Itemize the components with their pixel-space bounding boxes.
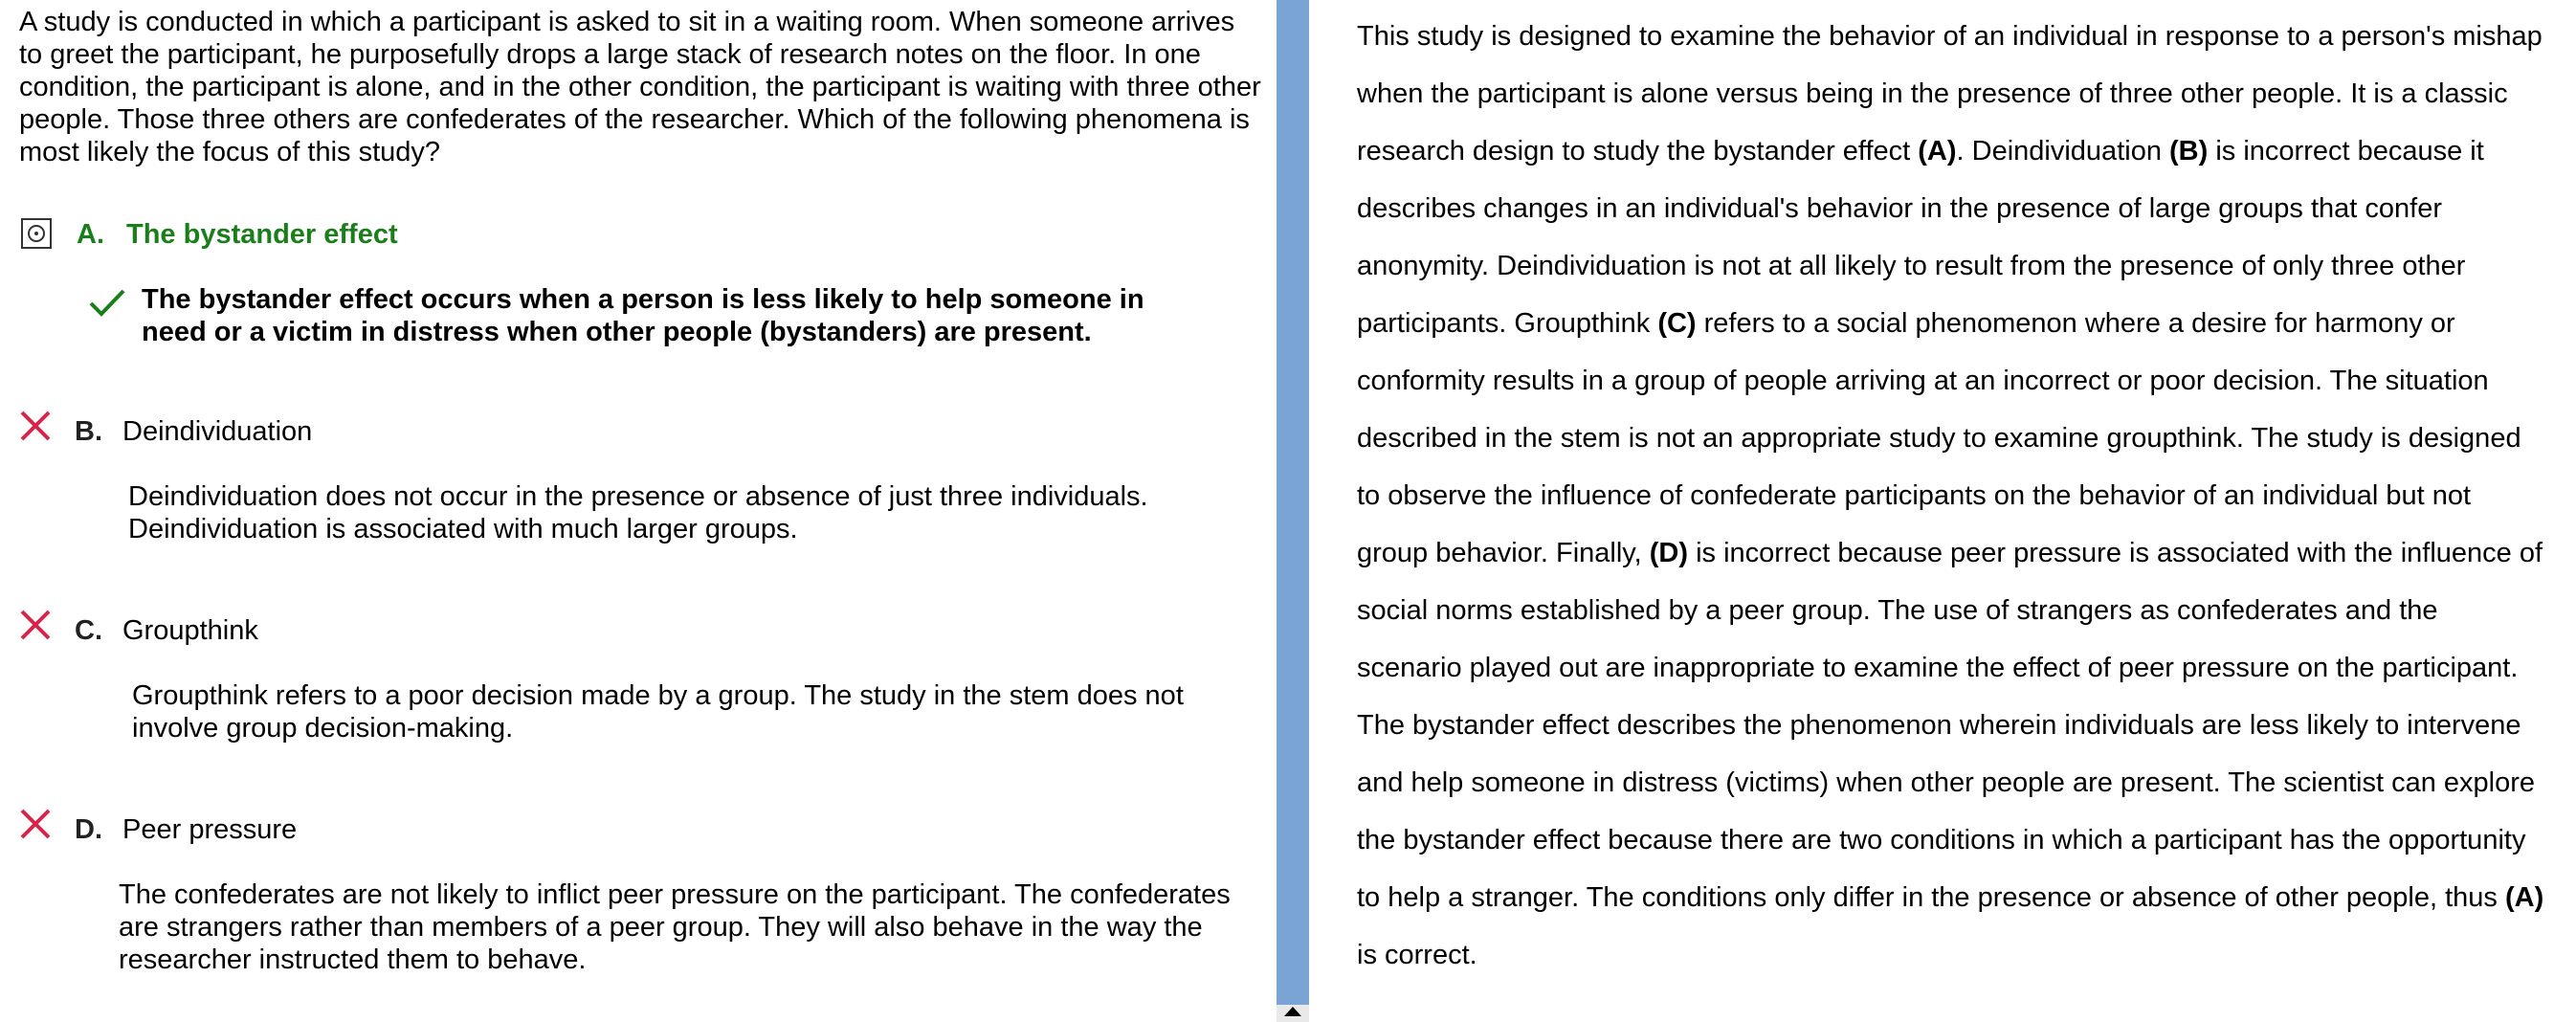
choice-letter: D.: [75, 814, 102, 845]
answer-ref-d: (D): [1649, 538, 1689, 568]
choice-label: Peer pressure: [122, 814, 298, 845]
answer-ref-c: (C): [1657, 308, 1697, 339]
radio-selected-icon[interactable]: [21, 218, 52, 249]
explanation-segment: . Deindividuation: [1956, 136, 2170, 167]
explanation-segment: is incorrect because peer pressure is associated with the influence of social norms established by a peer group. The use of strangers as confederates and the scenario played out are inappropriate to examine the effect of peer pressure on the participant. The bystander effect describes the phenomenon wherein individuals are less likely to intervene and help someone in distress (victims) when other people are present. The scientist can explore the bystander effect because there are two conditions in which a participant has the opportunity to help a stranger. The conditions only differ in the presence or absence of other people, thus: [1357, 538, 2543, 913]
explanation-segment: refers to a social phenomenon where a desire for harmony or conformity results in a group of people arriving at an incorrect or poor decision. The situation described in the stem is not an appropriate study to examine groupthink. The study is designed to observe the influence of confederate participants on the behavior of an individual but not group behavior. Finally,: [1357, 308, 2521, 568]
choice-b[interactable]: [0, 410, 1273, 457]
checkmark-icon: [88, 287, 126, 318]
answer-ref-a: (A): [2505, 882, 2544, 913]
choice-label: Deindividuation: [122, 416, 313, 447]
choice-d[interactable]: [0, 808, 1273, 855]
choice-label: Groupthink: [122, 615, 258, 646]
explanation-text: [1357, 8, 2548, 984]
choice-c[interactable]: [0, 609, 1273, 656]
answer-ref-a: (A): [1918, 136, 1957, 167]
explanation-segment: is incorrect because it describes changes in an individual's behavior in the presence of large groups that confer anonymity. Deindividuation is not at all likely to result from the presence of only three other participants. Groupthink: [1357, 136, 2484, 339]
choice-label: The bystander effect: [126, 219, 398, 250]
choice-letter: B.: [75, 416, 102, 447]
scroll-up-arrow-icon[interactable]: [1284, 1007, 1301, 1016]
choice-explanation: Deindividuation does not occur in the presence or absence of just three individuals. Deindividuation is associated with much larger groups.: [128, 481, 1148, 544]
x-icon: [19, 609, 52, 641]
choice-explanation: The bystander effect occurs when a person is less likely to help someone in need or a victim in distress when other people (bystanders) are present.: [142, 284, 1144, 347]
scrollbar-thumb[interactable]: [1277, 0, 1309, 1005]
choice-a[interactable]: [0, 212, 1273, 289]
explanation-segment: This study is designed to examine the behavior of an individual in response to a person's mishap when the participant is alone versus being in the presence of three other people. It is a classic research design to study the bystander effect: [1357, 21, 2543, 167]
choice-letter: C.: [75, 615, 102, 646]
choice-explanation: The confederates are not likely to inflict peer pressure on the participant. The confederates are strangers rather than members of a peer group. They will also behave in the way the researcher instructed them to behave.: [119, 879, 1231, 975]
choice-explanation: Groupthink refers to a poor decision made by a group. The study in the stem does not involve group decision-making.: [132, 680, 1184, 744]
x-icon: [19, 410, 52, 442]
choice-letter: A.: [77, 219, 104, 250]
answer-ref-b: (B): [2169, 136, 2209, 167]
x-icon: [19, 808, 52, 840]
explanation-panel: [1357, 0, 2553, 1022]
question-panel: [0, 0, 1273, 1022]
explanation-segment: is correct.: [1357, 940, 1477, 970]
question-stem: A study is conducted in which a participant is asked to sit in a waiting room. When someone arrives to greet the participant, he purposefully drops a large stack of research notes on the floor. In one condition, the participant is alone, and in the other condition, the participant is waiting with three other people. Those three others are confederates of the researcher. Which of the following phenomena is most likely the focus of this study?: [19, 7, 1261, 167]
